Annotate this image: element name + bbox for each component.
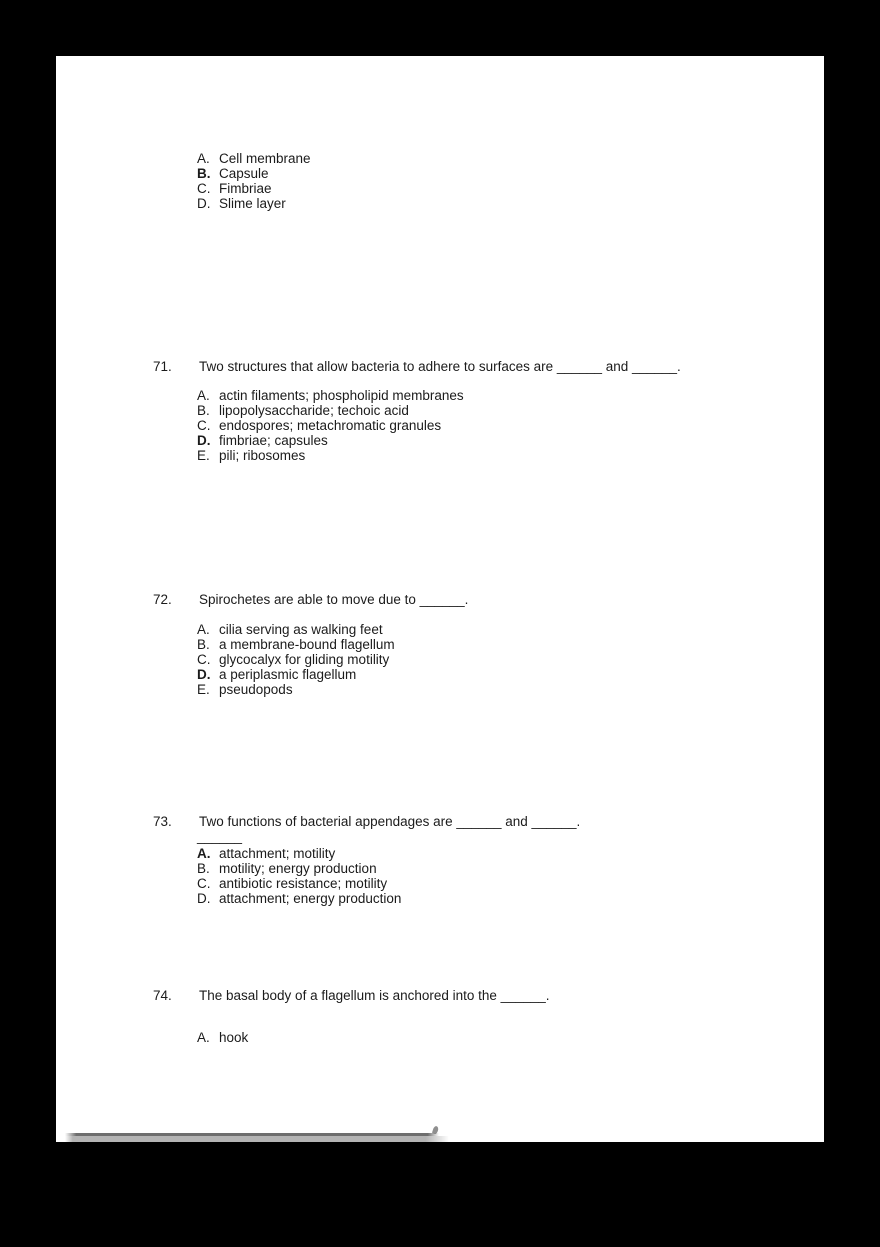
option-text: Capsule (219, 166, 269, 181)
option-text: Fimbriae (219, 181, 272, 196)
option-letter: A. (197, 1030, 210, 1045)
question-text: The basal body of a flagellum is anchored into the ______. (199, 988, 550, 1003)
option-letter: C. (197, 181, 211, 196)
option-letter: C. (197, 418, 211, 433)
answer-option (197, 652, 793, 667)
question-block (153, 814, 793, 906)
question-text: Spirochetes are able to move due to ______. (199, 592, 469, 607)
option-text: attachment; motility (219, 846, 336, 861)
question-text: Two functions of bacterial appendages are ______ and ______. (199, 814, 581, 829)
question-block (153, 359, 793, 463)
option-letter: E. (197, 682, 210, 697)
option-text: Cell membrane (219, 151, 311, 166)
option-letter: B. (197, 861, 210, 876)
option-text: fimbriae; capsules (219, 433, 328, 448)
question-number: 74. (153, 988, 172, 1003)
option-letter: B. (197, 403, 210, 418)
answer-option (197, 166, 837, 181)
option-letter: D. (197, 433, 211, 448)
question-number: 72. (153, 592, 172, 607)
blank-line: ______ (197, 829, 243, 844)
answer-option (197, 403, 793, 418)
option-letter: D. (197, 891, 211, 906)
option-letter: D. (197, 667, 211, 682)
option-letter: C. (197, 876, 211, 891)
option-text: pseudopods (219, 682, 293, 697)
answer-option (197, 622, 793, 637)
answer-option (197, 1030, 793, 1045)
option-text: Slime layer (219, 196, 286, 211)
option-text: lipopolysaccharide; techoic acid (219, 403, 409, 418)
option-text: endospores; metachromatic granules (219, 418, 442, 433)
answer-option (197, 861, 793, 876)
option-text: a membrane-bound flagellum (219, 637, 395, 652)
option-letter: A. (197, 388, 210, 403)
option-letter: E. (197, 448, 210, 463)
document-page (56, 56, 824, 1142)
question-number: 71. (153, 359, 172, 374)
answer-option (197, 876, 793, 891)
option-text: pili; ribosomes (219, 448, 306, 463)
option-letter: A. (197, 846, 211, 861)
option-text: cilia serving as walking feet (219, 622, 383, 637)
option-letter: A. (197, 622, 210, 637)
answer-option (197, 682, 793, 697)
option-text: hook (219, 1030, 249, 1045)
option-letter: D. (197, 196, 211, 211)
question-text: Two structures that allow bacteria to adhere to surfaces are ______ and ______. (199, 359, 681, 374)
option-letter: A. (197, 151, 210, 166)
question-block (153, 592, 793, 697)
answer-option (197, 181, 837, 196)
answer-option (197, 418, 793, 433)
answer-option (197, 196, 837, 211)
option-text: attachment; energy production (219, 891, 402, 906)
option-letter: C. (197, 652, 211, 667)
option-text: actin filaments; phospholipid membranes (219, 388, 464, 403)
answer-option (197, 433, 793, 448)
question-block (153, 988, 793, 1045)
option-letter: B. (197, 637, 210, 652)
option-text: glycocalyx for gliding motility (219, 652, 390, 667)
scan-artifact-bar (65, 1136, 449, 1142)
option-letter: B. (197, 166, 211, 181)
answer-option (197, 637, 793, 652)
answer-option (197, 891, 793, 906)
option-text: motility; energy production (219, 861, 377, 876)
answer-option (197, 846, 793, 861)
answer-option (197, 151, 837, 166)
answer-option (197, 667, 793, 682)
option-text: a periplasmic flagellum (219, 667, 357, 682)
answer-options-continued (197, 151, 837, 211)
question-number: 73. (153, 814, 172, 829)
option-text: antibiotic resistance; motility (219, 876, 388, 891)
answer-option (197, 448, 793, 463)
answer-option (197, 388, 793, 403)
